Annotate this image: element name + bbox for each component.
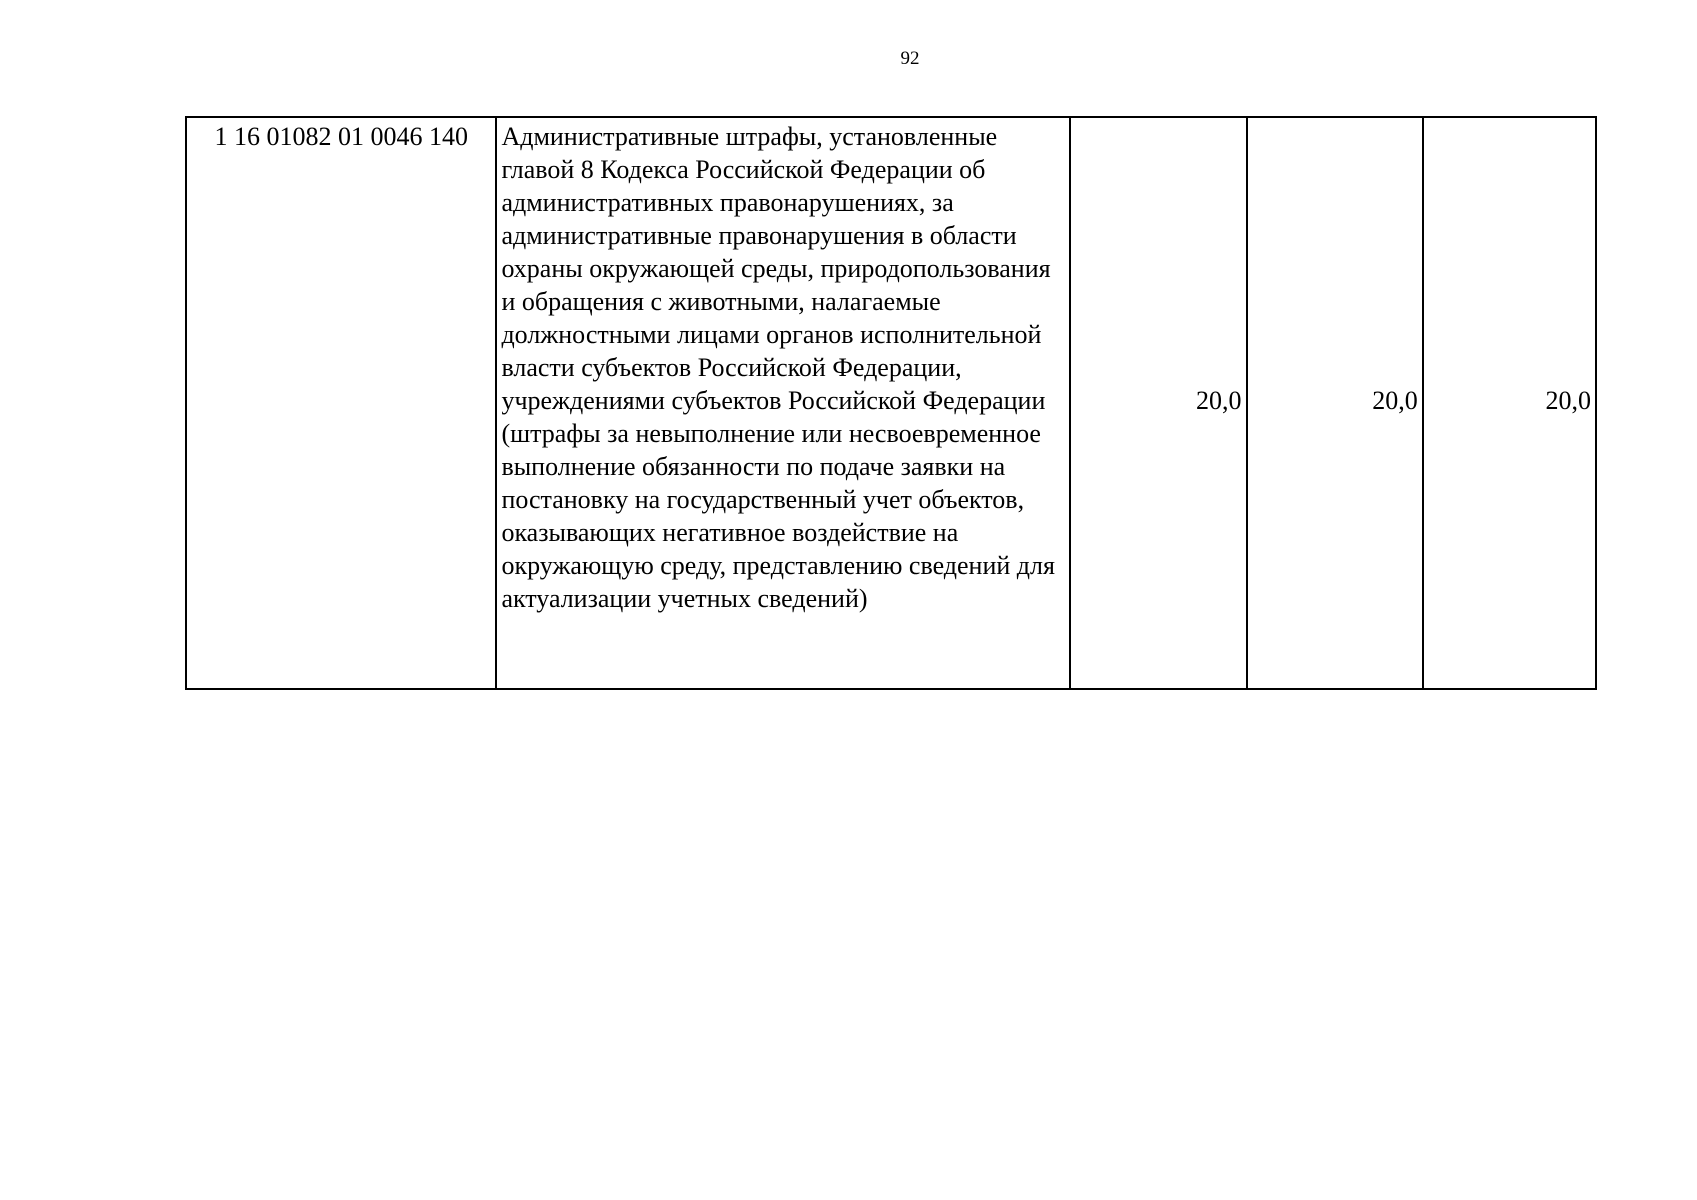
amount-cell: 20,0 (1070, 117, 1246, 689)
table-row (186, 117, 1596, 689)
budget-table (185, 116, 1597, 690)
amount-cell: 20,0 (1247, 117, 1423, 689)
page-number: 92 (900, 48, 920, 69)
income-description: Административные штрафы, установленные главой 8 Кодекса Российской Федерации об административных правонарушениях, за административные правонарушения в области охраны окружающей среды, природопользования и обращения с животными, налагаемые должностными лицами органов исполнительной власти субъектов Российской Федерации, учреждениями субъектов Российской Федерации (штрафы за невыполнение или несвоевременное выполнение обязанности по подаче заявки на постановку на государственный учет объектов, оказывающих негативное воздействие на окружающую среду, представлению сведений для актуализации учетных сведений) (496, 117, 1070, 689)
amount-cell: 20,0 (1423, 117, 1596, 689)
budget-classification-code: 1 16 01082 01 0046 140 (186, 117, 496, 689)
